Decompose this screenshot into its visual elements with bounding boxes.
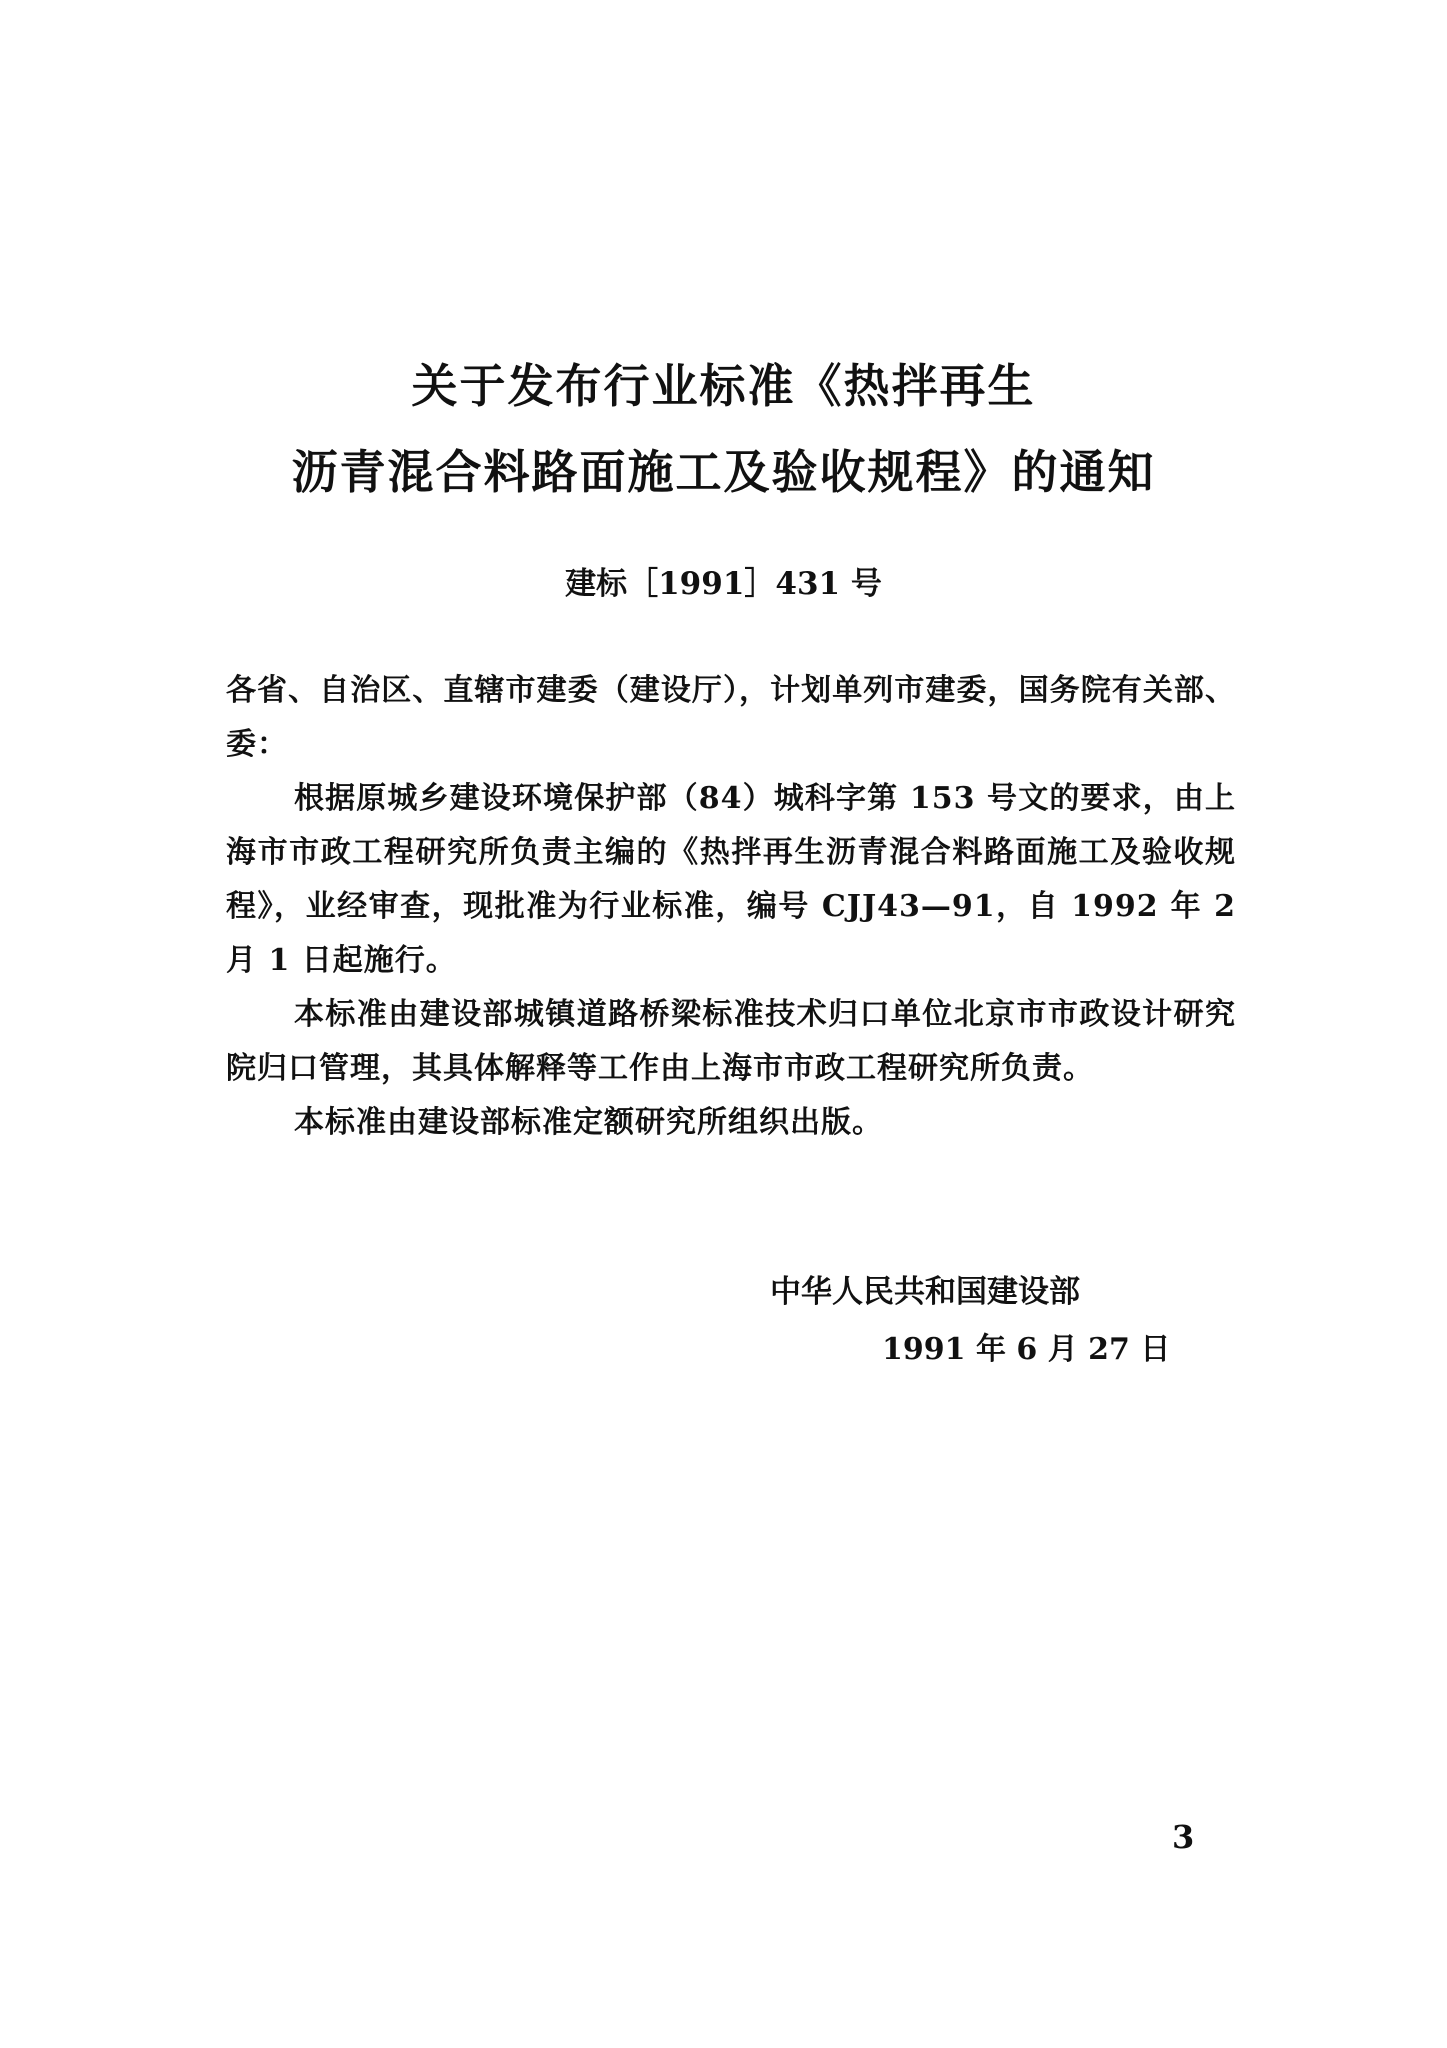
title-line-1: 关于发布行业标准《热拌再生 [411,359,1036,413]
approval-paragraph: 根据原城乡建设环境保护部（84）城科字第 153 号文的要求，由上海市市政工程研究所负责主编的《热拌再生沥青混合料路面施工及验收规程》，业经审查，现批准为行业标准，编号 CJJ43—91，自 1992 年 2 月 1 日起施行。 [226,781,1236,978]
issue-date: 1991 年 6 月 27 日 [882,1332,1171,1367]
publication-paragraph: 本标准由建设部标准定额研究所组织出版。 [294,1105,883,1140]
page-number: 3 [1172,1818,1195,1856]
management-paragraph: 本标准由建设部城镇道路桥梁标准技术归口单位北京市市政设计研究院归口管理，其具体解释等工作由上海市市政工程研究所负责。 [226,997,1236,1086]
document-number: 建标［1991］431 号 [565,566,882,602]
notice-body [226,664,1236,1150]
issuer-signature: 中华人民共和国建设部 [770,1274,1080,1310]
title-line-2: 沥青混合料路面施工及验收规程》的通知 [291,445,1156,499]
recipients-paragraph: 各省、自治区、直辖市建委（建设厅），计划单列市建委，国务院有关部、委： [226,673,1236,762]
